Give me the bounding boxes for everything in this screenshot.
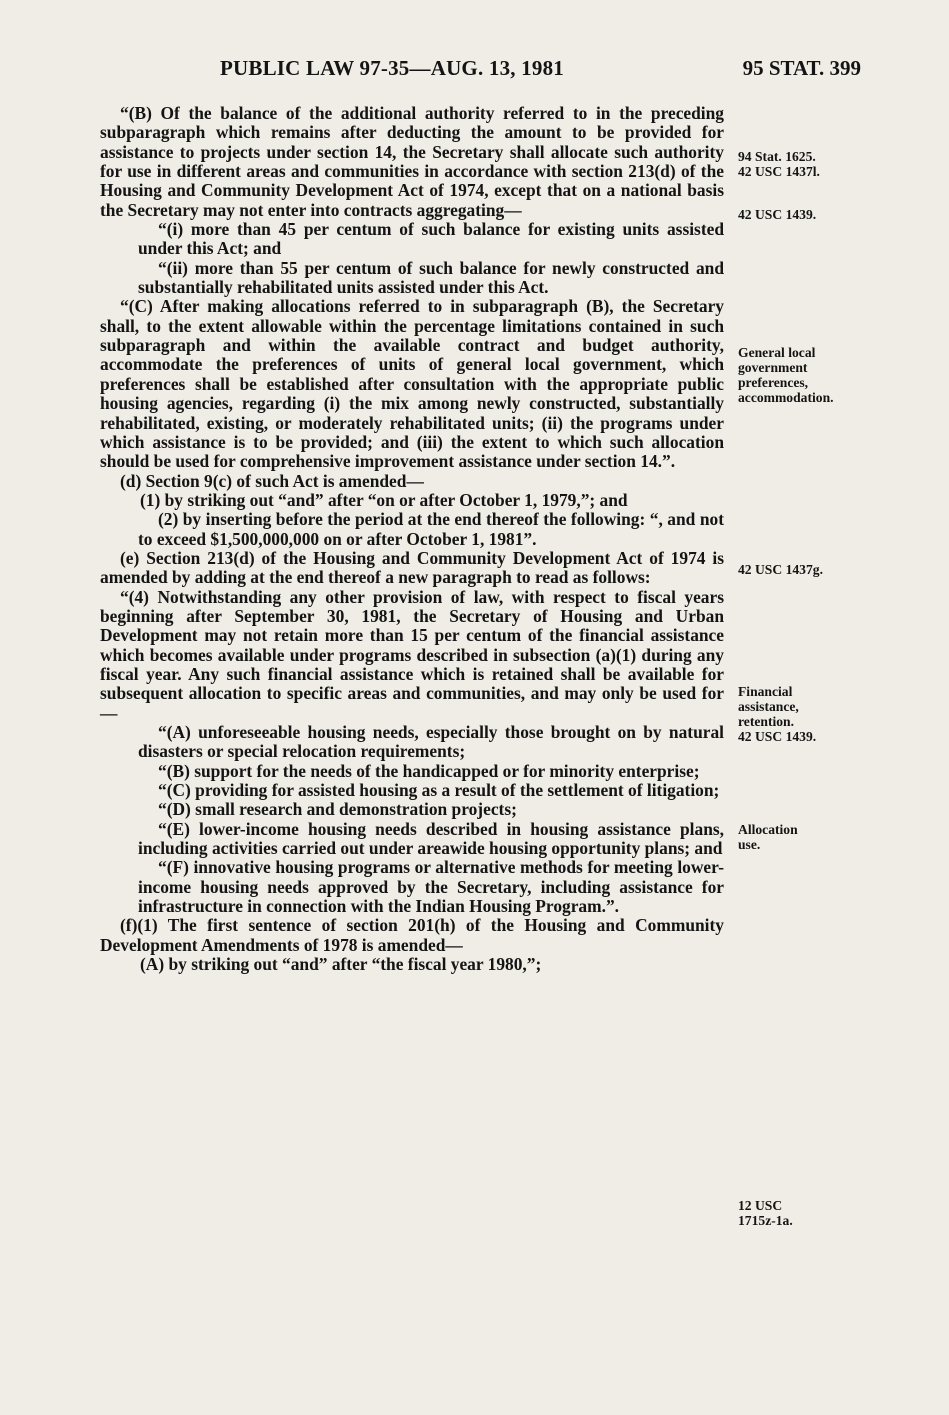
paragraph-c: “(C) After making allocations referred to in subparagraph (B), the Secretary shall, to the extent allowable within the percentage limitations contained in such subparagraph and within the available contract and budget authority, accommodate the preferences of units of general local government, which preferences shall be established after consultation with the appropriate public housing agencies, regarding (i) the mix among newly constructed, substantially rehabilitated, existing, or moderately rehabilitated units; (ii) the programs under which assistance is to be provided; and (iii) the extent to which such allocation should be used for comprehensive improvement assistance under section 14.”. [100, 296, 724, 472]
paragraph-b: “(B) Of the balance of the additional authority referred to in the preceding subparagraph which remains after deducting the amount to be provided for assistance to projects under section 14, the Secretary shall allocate such authority for use in different areas and communities in accordance with section 213(d) of the Housing and Community Development Act of 1974, except that on a national basis the Secretary may not enter into contracts aggregating— [100, 103, 724, 220]
paragraph-e-4-e: “(E) lower-income housing needs described in housing assistance plans, including activities carried out under areawide housing opportunity plans; and [138, 818, 724, 859]
paragraph-d-2: (2) by inserting before the period at the end thereof the following: “, and not to exceed $1,500,000,000 on or after October 1, 1981”. [138, 509, 724, 549]
paragraph-f-1-a: (A) by striking out “and” after “the fiscal year 1980,”; [140, 954, 542, 975]
paragraph-e-4-f: “(F) innovative housing programs or alternative methods for meeting lower-income housing needs approved by the Secretary, including assistance for infrastructure in connection with the Indian Housing Program.”. [138, 857, 724, 917]
paragraph-d-1: (1) by striking out “and” after “on or after October 1, 1979,”; and [140, 489, 628, 510]
paragraph-d: (d) Section 9(c) of such Act is amended— [120, 470, 424, 491]
body-text [100, 104, 724, 974]
paragraph-e-4-a: “(A) unforeseeable housing needs, especially those brought on by natural disasters or special relocation requirements; [138, 722, 724, 762]
margin-note-12-usc: 12 USC 1715z-1a. [738, 1198, 793, 1228]
paragraph-e-4-d: “(D) small research and demonstration projects; [158, 799, 517, 820]
margin-note-42-usc-1437g: 42 USC 1437g. [738, 562, 823, 577]
paragraph-e-4-c: “(C) providing for assisted housing as a result of the settlement of litigation; [158, 780, 720, 801]
paragraph-e-4-b: “(B) support for the needs of the handicapped or for minority enterprise; [158, 760, 700, 781]
page-header [100, 56, 861, 88]
header-stat-page: 95 STAT. 399 [742, 56, 861, 80]
paragraph-b-ii: “(ii) more than 55 per centum of such balance for newly constructed and substantially rehabilitated units assisted under this Act. [138, 257, 724, 298]
margin-note-financial-assistance: Financial assistance, retention. 42 USC 1439. [738, 684, 817, 744]
margin-note-94-stat: 94 Stat. 1625. 42 USC 1437l. [738, 149, 820, 179]
header-title: PUBLIC LAW 97-35—AUG. 13, 1981 [220, 56, 564, 80]
paragraph-e: (e) Section 213(d) of the Housing and Community Development Act of 1974 is amended by adding at the end thereof a new paragraph to read as follows: [100, 547, 724, 588]
margin-note-general-local-government: General local government preferences, accommodation. [738, 345, 834, 405]
margin-note-42-usc-1439: 42 USC 1439. [738, 207, 817, 222]
paragraph-f-1: (f)(1) The first sentence of section 201(h) of the Housing and Community Development Amendments of 1978 is amended— [100, 915, 724, 955]
paragraph-b-i: “(i) more than 45 per centum of such balance for existing units assisted under this Act; and [138, 219, 724, 259]
margin-note-allocation-use: Allocation use. [738, 822, 798, 852]
paragraph-e-4: “(4) Notwithstanding any other provision of law, with respect to fiscal years beginning after September 30, 1981, the Secretary of Housing and Urban Development may not retain more than 15 per centum of the financial assistance which becomes available under programs described in subsection (a)(1) during any fiscal year. Any such financial assistance which is retained shall be available for subsequent allocation to specific areas and communities, and may only be used for— [100, 586, 724, 723]
